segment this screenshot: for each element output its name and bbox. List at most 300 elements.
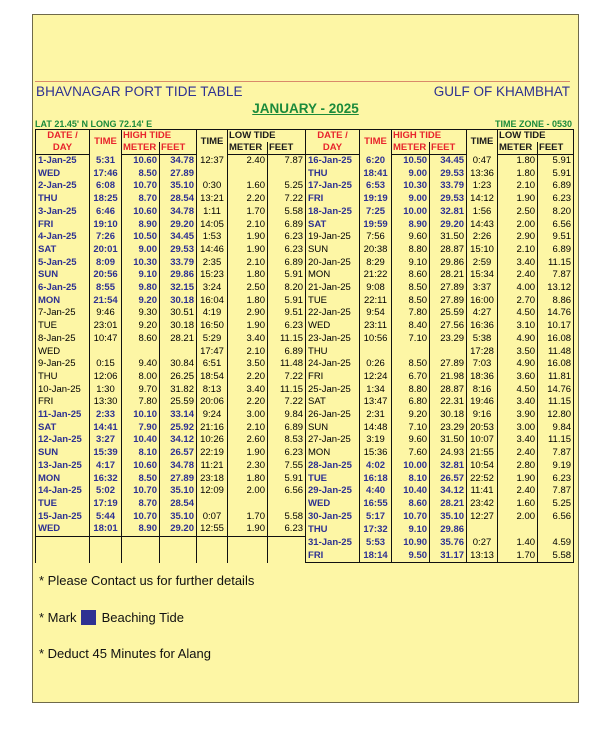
high-tide-feet-cell: 29.86 [430,257,467,270]
high-tide-meter-cell: 9.50 [392,550,430,563]
date-day-cell: 20-Jan-25 [306,257,360,270]
table-row [36,307,574,320]
high-tide-meter-cell: 6.70 [392,371,430,384]
table-row [36,206,574,219]
high-tide-meter-cell: 8.70 [122,498,160,511]
date-day-cell: 8-Jan-25 [36,333,90,346]
high-tide-time-cell: 20:01 [90,244,122,257]
high-tide-time-cell: 23:01 [90,320,122,333]
table-row [36,396,574,409]
low-tide-meter-cell [228,550,268,563]
high-tide-feet-cell: 25.59 [430,307,467,320]
low-tide-meter-cell [228,537,268,550]
low-tide-time-cell: 4:19 [197,307,228,320]
date-day-cell: SUN [36,269,90,282]
low-tide-meter-cell: 2.70 [498,295,538,308]
high-tide-meter-cell: 10.50 [122,231,160,244]
low-tide-time-cell: 23:42 [467,498,498,511]
low-tide-time-cell: 21:55 [467,447,498,460]
high-tide-time-cell [90,550,122,563]
date-day-cell: SAT [306,219,360,232]
date-day-cell: 16-Jan-25 [306,155,360,168]
high-tide-meter-cell: 10.70 [122,485,160,498]
table-row [36,333,574,346]
high-tide-time-cell: 20:38 [360,244,392,257]
low-tide-time-cell: 2:35 [197,257,228,270]
high-tide-meter-cell: 8.90 [122,523,160,536]
date-day-cell: 31-Jan-25 [306,537,360,550]
low-tide-time-cell: 14:05 [197,219,228,232]
time-header: TIME [197,130,228,155]
beaching-tide-swatch [81,610,96,625]
date-day-cell: 10-Jan-25 [36,384,90,397]
low-tide-feet-cell: 9.51 [268,307,306,320]
low-tide-meter-cell: 1.80 [228,473,268,486]
low-tide-meter-cell: 4.90 [498,333,538,346]
low-tide-feet-cell: 11.15 [268,333,306,346]
low-tide-meter-cell [228,168,268,181]
high-tide-meter-cell: 8.60 [392,269,430,282]
low-tide-meter-cell: 3.00 [498,422,538,435]
low-tide-time-cell [197,498,228,511]
low-tide-meter-cell: 2.40 [228,155,268,168]
high-tide-meter-cell: 10.00 [392,206,430,219]
high-tide-feet-cell: 35.10 [160,180,197,193]
table-row [36,511,574,524]
low-tide-header: LOW TIDE [228,130,306,143]
low-tide-time-cell: 0:47 [467,155,498,168]
high-tide-time-cell: 14:41 [90,422,122,435]
high-tide-meter-cell: 8.90 [122,219,160,232]
date-day-cell: TUE [306,295,360,308]
low-tide-meter-cell: 2.20 [228,193,268,206]
table-row [36,295,574,308]
low-tide-time-cell: 18:54 [197,371,228,384]
high-tide-meter-cell: 10.70 [122,511,160,524]
low-tide-meter-cell: 3.40 [228,333,268,346]
high-tide-feet-cell: 29.20 [160,523,197,536]
high-tide-meter-cell: 10.70 [392,511,430,524]
low-tide-meter-cell: 4.90 [498,358,538,371]
low-tide-feet-cell: 6.23 [538,193,574,206]
table-row [36,384,574,397]
low-tide-meter-cell: 2.80 [498,460,538,473]
low-tide-meter-cell: 2.50 [498,206,538,219]
high-tide-feet-cell: 34.12 [160,434,197,447]
high-tide-feet-cell: 28.87 [430,244,467,257]
high-tide-time-cell: 18:41 [360,168,392,181]
high-tide-feet-cell: 31.17 [430,550,467,563]
low-tide-time-cell: 22:52 [467,473,498,486]
date-day-cell: 1-Jan-25 [36,155,90,168]
date-day-cell [36,550,90,563]
low-tide-time-cell: 12:27 [467,511,498,524]
high-tide-feet-cell: 35.10 [160,485,197,498]
low-tide-meter-cell: 3.40 [498,396,538,409]
low-tide-time-cell: 2:26 [467,231,498,244]
table-row [36,180,574,193]
timezone-label: TIME ZONE - 0530 [494,119,572,129]
tide-table [35,129,574,563]
low-tide-meter-cell: 3.50 [228,358,268,371]
high-tide-feet-cell: 21.98 [430,371,467,384]
table-row [36,409,574,422]
low-tide-feet-cell: 6.23 [268,231,306,244]
high-tide-time-cell [90,537,122,550]
high-tide-time-cell: 6:20 [360,155,392,168]
date-header: DATE / [306,130,360,143]
low-tide-feet-cell: 6.56 [268,485,306,498]
date-day-cell: MON [306,269,360,282]
high-tide-time-cell: 1:34 [360,384,392,397]
low-tide-meter-cell: 2.00 [498,511,538,524]
high-tide-time-cell: 8:55 [90,282,122,295]
high-tide-meter-cell: 10.60 [122,460,160,473]
low-tide-time-cell: 16:36 [467,320,498,333]
table-row [36,346,574,359]
low-tide-time-cell: 6:51 [197,358,228,371]
high-tide-time-cell: 4:02 [360,460,392,473]
low-tide-meter-cell: 3.40 [498,434,538,447]
high-tide-feet-cell: 35.10 [160,511,197,524]
low-tide-feet-cell: 5.58 [268,511,306,524]
date-day-cell: FRI [36,396,90,409]
low-tide-feet-cell: 16.08 [538,333,574,346]
contact-note: * Please Contact us for further details [39,573,255,588]
table-row [36,358,574,371]
date-day-cell: SUN [36,447,90,460]
low-tide-meter-cell: 2.00 [498,219,538,232]
high-tide-feet-cell: 33.79 [430,180,467,193]
high-tide-meter-cell: 9.20 [392,409,430,422]
high-tide-meter-cell: 9.20 [122,320,160,333]
low-tide-meter-cell: 1.90 [228,320,268,333]
high-tide-feet-cell: 34.45 [160,231,197,244]
high-tide-meter-cell [122,537,160,550]
high-tide-meter-cell: 10.30 [122,257,160,270]
high-tide-time-cell: 18:25 [90,193,122,206]
table-row [36,550,574,563]
high-tide-time-cell: 4:40 [360,485,392,498]
header-rule [35,81,570,82]
low-tide-feet-cell: 10.17 [538,320,574,333]
low-tide-time-cell: 1:53 [197,231,228,244]
high-tide-time-cell: 21:22 [360,269,392,282]
high-tide-time-cell: 19:10 [90,219,122,232]
low-tide-time-cell: 14:46 [197,244,228,257]
low-tide-meter-cell: 3.10 [498,320,538,333]
high-tide-meter-cell: 8.80 [392,384,430,397]
high-tide-meter-cell [392,346,430,359]
meter-header: METER [392,142,430,155]
high-tide-meter-cell: 9.60 [392,231,430,244]
low-tide-feet-cell: 13.12 [538,282,574,295]
low-tide-feet-cell: 9.84 [538,422,574,435]
low-tide-time-cell [197,537,228,550]
day-header: DAY [306,142,360,155]
low-tide-feet-cell: 5.91 [538,168,574,181]
date-day-cell: THU [36,371,90,384]
date-day-cell: WED [306,320,360,333]
feet-header: FEET [430,142,467,155]
high-tide-feet-cell: 28.21 [430,269,467,282]
legend-label: Beaching Tide [101,610,184,625]
low-tide-feet-cell: 11.48 [538,346,574,359]
high-tide-meter-cell [122,550,160,563]
low-tide-feet-cell: 6.89 [538,180,574,193]
high-tide-time-cell: 9:46 [90,307,122,320]
date-day-cell: THU [306,523,360,536]
low-tide-meter-cell: 4.50 [498,307,538,320]
low-tide-feet-cell: 14.76 [538,307,574,320]
low-tide-feet-cell: 7.87 [268,155,306,168]
table-row [36,155,574,168]
meter-header: METER [122,142,160,155]
meter-header: METER [498,142,538,155]
high-tide-meter-cell: 7.10 [392,422,430,435]
low-tide-meter-cell: 2.10 [228,346,268,359]
high-tide-time-cell: 14:48 [360,422,392,435]
low-tide-time-cell: 16:00 [467,295,498,308]
high-tide-feet-cell: 30.84 [160,358,197,371]
low-tide-time-cell [197,550,228,563]
high-tide-time-cell: 12:06 [90,371,122,384]
high-tide-meter-cell: 10.70 [122,180,160,193]
high-tide-time-cell: 16:18 [360,473,392,486]
low-tide-meter-cell: 2.00 [228,485,268,498]
high-tide-feet-cell: 27.89 [160,168,197,181]
high-tide-feet-cell: 28.87 [430,384,467,397]
low-tide-feet-cell: 14.76 [538,384,574,397]
low-tide-time-cell: 15:34 [467,269,498,282]
feet-header: FEET [268,142,306,155]
high-tide-meter-cell: 10.10 [122,409,160,422]
low-tide-feet-cell: 8.86 [538,295,574,308]
high-tide-meter-cell [122,346,160,359]
low-tide-feet-cell: 7.87 [538,485,574,498]
low-tide-feet-cell: 11.15 [268,384,306,397]
date-day-cell: 13-Jan-25 [36,460,90,473]
high-tide-meter-cell: 10.90 [392,537,430,550]
high-tide-feet-cell: 30.18 [160,295,197,308]
low-tide-time-cell: 13:36 [467,168,498,181]
high-tide-feet-cell: 34.78 [160,155,197,168]
high-tide-time-cell: 13:30 [90,396,122,409]
low-tide-meter-cell: 2.40 [498,485,538,498]
low-tide-feet-cell: 6.89 [268,219,306,232]
low-tide-meter-cell: 1.90 [228,244,268,257]
date-day-cell: 9-Jan-25 [36,358,90,371]
high-tide-feet-cell: 23.29 [430,333,467,346]
table-row [36,485,574,498]
low-tide-meter-cell: 2.40 [498,269,538,282]
low-tide-time-cell: 23:18 [197,473,228,486]
low-tide-feet-cell: 6.89 [268,422,306,435]
high-tide-time-cell: 17:19 [90,498,122,511]
low-tide-time-cell: 19:46 [467,396,498,409]
high-tide-feet-cell: 27.89 [160,473,197,486]
date-day-cell: SUN [306,244,360,257]
high-tide-time-cell: 5:02 [90,485,122,498]
date-day-cell: 25-Jan-25 [306,384,360,397]
date-day-cell: SAT [306,396,360,409]
low-tide-feet-cell: 6.89 [538,244,574,257]
low-tide-feet-cell: 5.25 [268,180,306,193]
high-tide-feet-cell: 27.89 [430,295,467,308]
table-row [36,371,574,384]
date-day-cell: MON [36,295,90,308]
date-day-cell: SUN [306,422,360,435]
high-tide-time-cell: 9:54 [360,307,392,320]
high-tide-feet-cell: 26.25 [160,371,197,384]
high-tide-time-cell: 1:30 [90,384,122,397]
high-tide-time-cell: 5:31 [90,155,122,168]
alang-note: * Deduct 45 Minutes for Alang [39,646,211,661]
date-day-cell: FRI [306,550,360,563]
feet-header: FEET [538,142,574,155]
date-day-cell: TUE [36,498,90,511]
date-day-cell: 7-Jan-25 [36,307,90,320]
table-row [36,257,574,270]
high-tide-feet-cell: 26.57 [160,447,197,460]
low-tide-meter-cell: 2.10 [228,257,268,270]
low-tide-time-cell: 3:24 [197,282,228,295]
high-tide-meter-cell: 8.50 [122,473,160,486]
high-tide-time-cell [90,346,122,359]
low-tide-meter-cell: 2.10 [228,422,268,435]
high-tide-time-cell: 17:32 [360,523,392,536]
high-tide-feet-cell: 35.76 [430,537,467,550]
low-tide-time-cell: 1:56 [467,206,498,219]
low-tide-meter-cell: 1.80 [498,155,538,168]
low-tide-time-cell: 12:09 [197,485,228,498]
low-tide-time-cell: 13:21 [197,193,228,206]
high-tide-meter-cell: 10.50 [392,155,430,168]
high-tide-feet-cell: 29.86 [430,523,467,536]
table-row [36,219,574,232]
high-tide-feet-cell: 30.51 [160,307,197,320]
high-tide-time-cell: 21:54 [90,295,122,308]
date-day-cell: 15-Jan-25 [36,511,90,524]
high-tide-meter-cell: 9.20 [122,295,160,308]
low-tide-feet-cell [268,550,306,563]
date-day-cell: WED [36,168,90,181]
high-tide-feet-cell: 31.50 [430,231,467,244]
high-tide-feet-cell: 29.53 [430,193,467,206]
low-tide-feet-cell: 6.23 [268,523,306,536]
low-tide-feet-cell: 12.80 [538,409,574,422]
high-tide-meter-cell: 7.60 [392,447,430,460]
low-tide-feet-cell: 5.58 [538,550,574,563]
beaching-legend [39,610,184,625]
lat-long-label: LAT 21.45' N LONG 72.14' E [35,119,153,129]
date-day-cell: SAT [36,244,90,257]
high-tide-time-cell: 10:56 [360,333,392,346]
high-tide-time-cell: 10:47 [90,333,122,346]
high-tide-feet-cell: 27.89 [430,282,467,295]
low-tide-feet-cell: 5.91 [538,155,574,168]
high-tide-meter-cell: 8.60 [392,498,430,511]
high-tide-time-cell: 6:08 [90,180,122,193]
low-tide-meter-cell: 3.50 [498,346,538,359]
low-tide-meter-cell: 2.40 [498,447,538,460]
low-tide-time-cell: 4:27 [467,307,498,320]
table-row [36,320,574,333]
date-day-cell: SAT [36,422,90,435]
low-tide-time-cell: 0:27 [467,537,498,550]
date-day-cell: 23-Jan-25 [306,333,360,346]
high-tide-meter-cell: 9.10 [392,523,430,536]
high-tide-meter-cell: 9.70 [122,384,160,397]
low-tide-time-cell: 9:24 [197,409,228,422]
high-tide-time-cell [360,346,392,359]
date-day-cell: MON [36,473,90,486]
date-day-cell: TUE [306,473,360,486]
day-header: DAY [36,142,90,155]
low-tide-meter-cell: 1.60 [228,180,268,193]
low-tide-time-cell: 8:16 [467,384,498,397]
table-row [36,193,574,206]
tide-table-sheet [32,14,579,703]
low-tide-meter-cell: 1.70 [498,550,538,563]
high-tide-meter-cell: 8.00 [122,371,160,384]
high-tide-meter-cell: 9.80 [122,282,160,295]
high-tide-feet-cell: 29.53 [160,244,197,257]
date-day-cell: FRI [306,371,360,384]
low-tide-feet-cell [268,168,306,181]
high-tide-feet-cell: 35.10 [430,511,467,524]
low-tide-meter-cell: 2.30 [228,460,268,473]
low-tide-meter-cell: 2.20 [228,396,268,409]
high-tide-feet-cell: 30.18 [160,320,197,333]
low-tide-time-cell: 17:28 [467,346,498,359]
high-tide-meter-cell: 8.50 [392,282,430,295]
low-tide-time-cell: 8:13 [197,384,228,397]
low-tide-meter-cell: 1.90 [498,193,538,206]
high-tide-feet-cell: 28.54 [160,498,197,511]
date-day-cell: 19-Jan-25 [306,231,360,244]
high-tide-feet-cell: 32.81 [430,460,467,473]
high-tide-feet-cell: 33.79 [160,257,197,270]
low-tide-meter-cell: 3.40 [228,384,268,397]
high-tide-time-cell: 9:08 [360,282,392,295]
low-tide-feet-cell: 8.20 [538,206,574,219]
high-tide-time-cell: 7:26 [90,231,122,244]
low-tide-meter-cell: 1.40 [498,537,538,550]
low-tide-meter-cell: 4.50 [498,384,538,397]
low-tide-feet-cell [268,498,306,511]
low-tide-feet-cell: 6.23 [268,244,306,257]
high-tide-time-cell: 7:56 [360,231,392,244]
low-tide-meter-cell: 2.10 [228,219,268,232]
low-tide-time-cell: 3:37 [467,282,498,295]
date-day-cell: MON [306,447,360,460]
gulf-title: GULF OF KHAMBHAT [433,84,570,99]
low-tide-feet-cell [538,523,574,536]
low-tide-feet-cell: 5.91 [268,269,306,282]
high-tide-feet-cell: 25.59 [160,396,197,409]
time-header: TIME [90,130,122,155]
low-tide-time-cell: 20:53 [467,422,498,435]
date-day-cell: 5-Jan-25 [36,257,90,270]
low-tide-meter-cell: 1.80 [228,295,268,308]
high-tide-feet-cell: 24.93 [430,447,467,460]
high-tide-meter-cell: 8.50 [122,168,160,181]
table-row [36,422,574,435]
high-tide-time-cell: 0:15 [90,358,122,371]
low-tide-feet-cell: 6.56 [538,511,574,524]
date-day-cell: WED [36,523,90,536]
